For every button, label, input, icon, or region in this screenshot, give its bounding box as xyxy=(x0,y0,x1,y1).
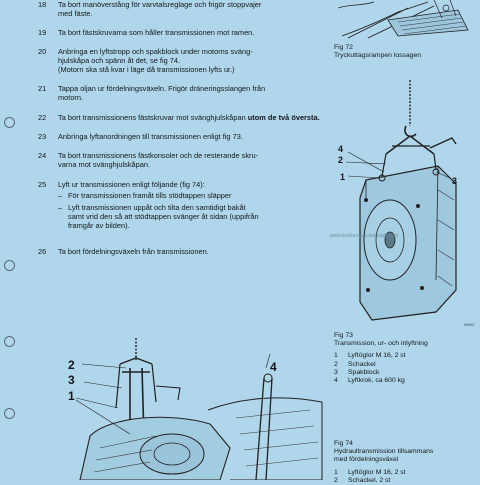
step-number: 26 xyxy=(38,247,47,256)
fig73-legend-row xyxy=(334,369,478,377)
step-emphasis: utom de två översta. xyxy=(247,113,320,122)
binder-hole xyxy=(4,117,15,128)
substep-line: Lyft transmissionen uppåt och tilta den samtidigt bakåt xyxy=(68,203,246,212)
legend-number: 2 xyxy=(334,476,338,484)
step-line: Anbringa en lyftstropp och spakblock under motorns sväng- xyxy=(58,47,253,56)
step-number: 18 xyxy=(38,0,47,9)
fig73-legend-row xyxy=(334,377,478,385)
legend-text: Spakblock xyxy=(348,368,380,376)
fig72-text: Tryckuttagsrampen lossagen xyxy=(334,52,422,60)
step-text: Ta bort transmissionens fästskruvar mot svänghjulskåpan xyxy=(58,113,246,122)
fig74-caption xyxy=(334,440,478,485)
binder-hole xyxy=(4,336,15,347)
substep-line: samt vrid den så att stödtappen svänger åt sidan (uppifrån xyxy=(68,212,259,222)
step-number: 20 xyxy=(38,47,47,56)
step-line: motorn. xyxy=(58,93,84,103)
step-line: Lyft ur transmissionen enligt följande (fig 74): xyxy=(58,180,205,189)
legend-text: Lyftkrok, ca 600 kg xyxy=(348,376,405,384)
step-line: Ta bort fästskruvarna som håller transmissionen mot ramen. xyxy=(58,28,255,37)
step-line: med fäste. xyxy=(58,9,93,19)
fig72-illustration xyxy=(338,0,480,40)
binder-hole xyxy=(4,408,15,419)
fig73-callout-1: 1 xyxy=(340,172,346,182)
fig73-legend-row xyxy=(334,352,478,360)
fig74-callout-4: 4 xyxy=(270,360,277,374)
fig74-illustration xyxy=(60,338,326,480)
fig74-legend-row xyxy=(334,469,478,477)
legend-number: 4 xyxy=(334,376,338,384)
step-number: 25 xyxy=(38,180,47,189)
fig73-title: Fig 73 xyxy=(334,332,353,339)
fig72-title: Fig 72 xyxy=(334,44,353,51)
fig73-legend-row xyxy=(334,361,478,369)
fig73-text: Transmission, ur- och inlyftning xyxy=(334,340,428,348)
fig72-caption xyxy=(334,44,478,60)
legend-number: 2 xyxy=(334,360,338,368)
step-number: 19 xyxy=(38,28,47,37)
legend-text: Lyftöglor M 16, 2 st xyxy=(348,468,406,476)
legend-number: 3 xyxy=(334,368,338,376)
legend-number: 1 xyxy=(334,468,338,476)
fig74-legend-row xyxy=(334,477,478,485)
substep-line: framgår av bilden). xyxy=(68,221,130,231)
fig73-illustration xyxy=(326,80,480,330)
step-number: 21 xyxy=(38,84,47,93)
legend-text: Lyftöglor M 16, 2 st xyxy=(348,352,406,360)
step-line: varna mot svänghjulskåpan. xyxy=(58,160,151,170)
fig73-callout-3: 3 xyxy=(452,176,458,186)
fig74-title: Fig 74 xyxy=(334,440,353,447)
fig73-callout-4: 4 xyxy=(338,144,344,154)
fig74-text-line: med fördelningsväxel xyxy=(334,456,399,464)
fig74-text-line: Hydraultransmission tillsammans xyxy=(334,448,434,456)
substep-line: För transmissionen framåt tills stödtappen släpper xyxy=(68,191,232,200)
step-line: Ta bort transmissionens fästkonsoler och de resterande skru- xyxy=(58,151,259,160)
substep-dash: – xyxy=(58,203,63,212)
fig74-callout-1: 1 xyxy=(68,389,75,403)
step-line: Anbringa lyftanordningen till transmissionen enligt fig 73. xyxy=(58,132,243,141)
legend-text: Schackel xyxy=(348,360,376,368)
legend-text: Schackel, 2 st xyxy=(348,476,391,484)
fig74-callout-2: 2 xyxy=(68,358,75,372)
fig73-code: W902 xyxy=(464,322,475,327)
legend-number: 1 xyxy=(334,352,338,360)
step-line: (Motorn ska stå kvar i läge då transmissionen lyfts ur.) xyxy=(58,65,235,75)
fig73-callout-2: 2 xyxy=(338,155,344,165)
substep-dash: – xyxy=(58,191,63,200)
fig74-callout-3: 3 xyxy=(68,373,75,387)
watermark-text: www.trucksvolvo.manuals.com xyxy=(330,233,399,239)
step-line: hjulskåpa och spänn åt det, se fig 74. xyxy=(58,56,181,66)
fig73-caption xyxy=(334,332,478,385)
step-line: Tappa oljan ur fördelningsväxeln. Frigör dräneringsslangen från xyxy=(58,84,266,93)
step-number: 23 xyxy=(38,132,47,141)
step-number: 22 xyxy=(38,113,47,122)
step-number: 24 xyxy=(38,151,47,160)
binder-hole xyxy=(4,260,15,271)
step-line: Ta bort manöverstång för varvtalsreglage och frigör stoppvajer xyxy=(58,0,262,9)
step-line: Ta bort fördelningsväxeln från transmissionen. xyxy=(58,247,209,256)
